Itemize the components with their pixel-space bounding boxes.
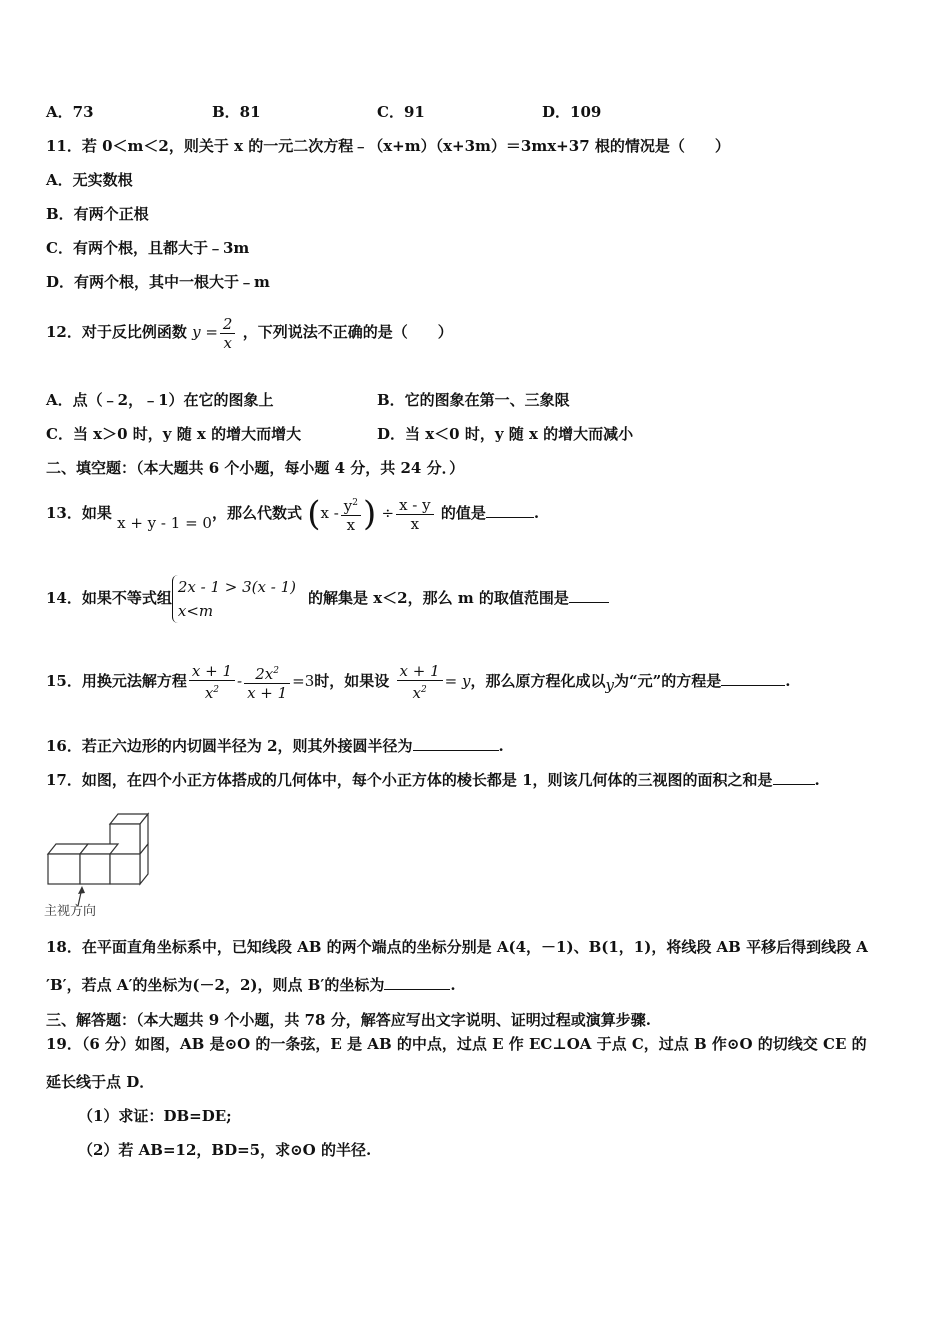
q14-inequality-2: x<m [177,602,214,620]
q15-prefix: 15．用换元法解方程 [46,672,187,690]
q13-end: . [533,504,540,522]
q12-option-a: A．点（﹣2，﹣1）在它的图象上 [46,391,274,409]
q12-formula-den: x [223,333,232,352]
q16-answer-blank [413,736,499,751]
q15-fraction-2 [244,662,290,702]
section2-heading: 二、填空题：（本大题共 6 个小题，每小题 4 分，共 24 分．） [46,459,465,477]
q10-option-a: A．73 [46,103,94,121]
q14-inequality-1: 2x - 1 > 3(x - 1) [177,578,296,596]
top-cube-front-face [110,824,140,854]
q12-formula-num: 2 [220,315,236,334]
q15-f3-den: $x^2$ [412,684,427,702]
q17-figure-label: 主视方向 [44,904,97,919]
q11-option-b: B．有两个正根 [46,205,149,223]
q15-mid2: ，那么原方程化成以 [470,672,606,690]
q14-prefix: 14．如果不等式组 [46,589,172,607]
q11-option-c: C．有两个根，且都大于﹣3m [46,239,250,257]
q15-mid: 时，如果设 [314,672,390,690]
q15-f2-den: x + 1 [247,684,288,702]
q15-minus: - [236,672,243,690]
q15-var-y: y [605,676,614,694]
q13-fraction-1 [341,494,361,534]
q10-option-b: B．81 [212,103,261,121]
q17-cube-figure [44,808,152,920]
q11-option-d: D．有两个根，其中一根大于﹣m [46,273,270,291]
q13-divide: ÷ [381,504,395,522]
q13-frac1-den: x [346,516,356,534]
q12-formula-lhs: y = [192,323,218,341]
q15-end: . [785,672,791,690]
q15-fraction-3 [397,662,443,702]
q18-end: . [450,976,456,994]
q13-right-paren: ) [362,494,377,534]
q12-stem [46,312,453,352]
q12-option-b: B．它的图象在第一、三象限 [377,391,570,409]
q15-f3-num: x + 1 [397,662,443,681]
q14-stem [46,568,609,628]
q16-end: . [498,737,504,755]
q18-line-1: 18．在平面直角坐标系中，已知线段 AB 的两个端点的坐标分别是 A(4，－1)、B(1，1)，将线段 AB 平移后得到线段 A [46,938,868,956]
q15-eq: =3 [292,672,315,690]
q13-frac2-num: x - y [396,496,434,515]
q17-end: . [814,771,820,789]
q19-line-1: 19．（6 分）如图，AB 是⊙O 的一条弦，E 是 AB 的中点，过点 E 作 EC⊥OA 于点 C，过点 B 作⊙O 的切线交 CE 的 [46,1035,867,1053]
q13-frac2-den: x [410,514,420,533]
q13-answer-blank [486,503,534,518]
q11-option-a: A．无实数根 [46,171,133,189]
q16-text: 16．若正六边形的内切圆半径为 2，则其外接圆半径为 [46,737,413,755]
q13-middle: ，那么代数式 [211,504,302,522]
q13-prefix: 13．如果 [46,504,112,522]
q15-f1-num: x + 1 [189,662,235,681]
q19-part-1: （1）求证：DB=DE; [78,1107,232,1125]
q13-left-paren: ( [307,494,321,534]
q15-stem [46,656,790,706]
q15-answer-blank [721,671,785,686]
q16-stem [46,736,504,756]
q15-f1-den: $x^2$ [204,684,220,702]
q18-line-2 [46,975,456,995]
q13-suffix: 的值是 [440,504,486,522]
bottom-mid-front-face [80,854,110,884]
q14-inequality-system [172,575,296,623]
q15-fraction-1 [189,662,235,702]
q13-frac1-num: $y^2$ [341,494,361,516]
q13-condition: x + y - 1 = 0 [117,514,212,532]
q12-option-d: D．当 x＜0 时，y 随 x 的增大而减小 [377,425,634,443]
q10-option-c: C．91 [377,103,425,121]
q17-answer-blank [773,770,815,785]
q14-answer-blank [569,588,609,603]
q13-stem [46,488,539,538]
q13-expr-x: x - [320,504,339,522]
q10-option-d: D．109 [542,103,602,121]
q11-stem: 11．若 0＜m＜2，则关于 x 的一元二次方程﹣（x+m）（x+3m）＝3mx+37 根的情况是（ ） [46,137,730,155]
q14-suffix: 的解集是 x＜2，那么 m 的取值范围是 [308,589,569,607]
bottom-left-front-face [48,854,80,884]
q15-eq-y: = y [444,672,471,690]
view-arrow-head [78,886,85,894]
q12-formula-fraction [220,315,236,352]
q19-line-2: 延长线于点 D． [46,1073,155,1091]
q17-text: 17．如图，在四个小正方体搭成的几何体中，每个小正方体的棱长都是 1，则该几何体的三视图的面积之和是 [46,771,773,789]
bottom-right-front-face [110,854,140,884]
q19-part-2: （2）若 AB=12，BD=5，求⊙O 的半径. [78,1141,372,1159]
q18-text: ′B′，若点 A′的坐标为(－2，2)，则点 B′的坐标为 [46,976,385,994]
section3-heading: 三、解答题：（本大题共 9 个小题，共 78 分，解答应写出文字说明、证明过程或演算步骤. [46,1011,651,1029]
q15-f2-num: $2x^2$ [244,662,290,684]
q18-answer-blank [384,975,450,990]
q13-fraction-2 [396,496,434,533]
q12-prefix: 12．对于反比例函数 [46,323,187,341]
q15-suffix: 为“元”的方程是 [613,672,722,690]
q12-option-c: C．当 x＞0 时，y 随 x 的增大而增大 [46,425,302,443]
q17-stem [46,770,820,790]
q12-suffix: ，下列说法不正确的是（ ） [242,323,453,341]
